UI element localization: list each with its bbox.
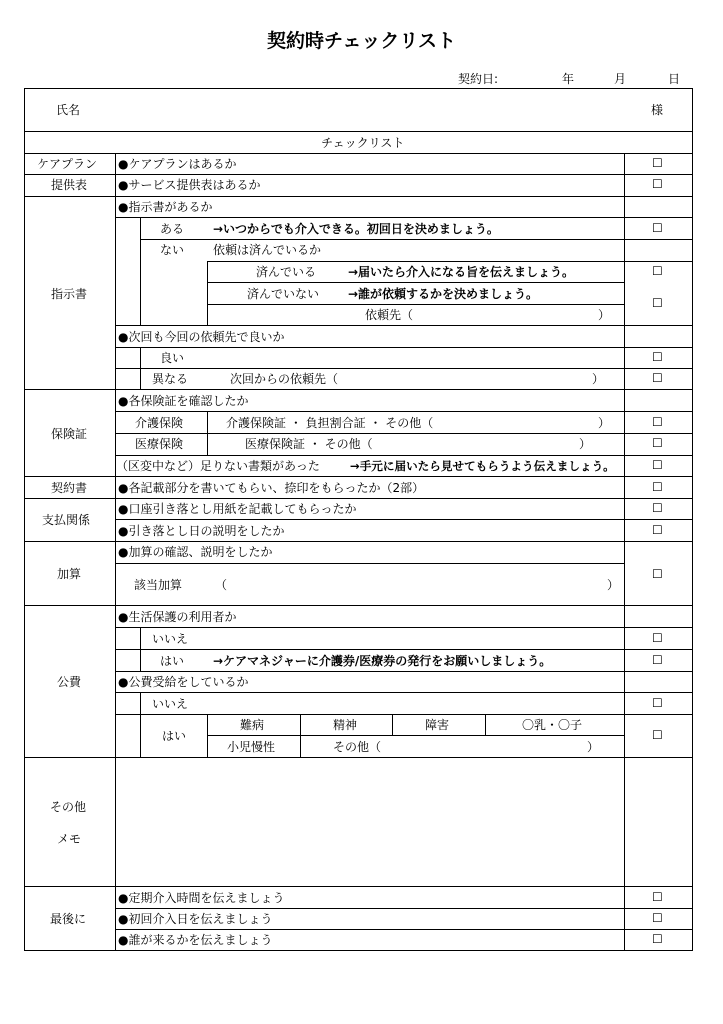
irai-question: 依頼は済んでいるか: [213, 243, 322, 257]
jikai-close: ）: [592, 372, 605, 386]
shiji-question: ●指示書があるか: [118, 200, 213, 214]
last-item-3: ●誰が来るかを伝えましょう: [118, 933, 273, 947]
teikyo-question: ●サービス提供表はあるか: [118, 178, 261, 192]
checkbox[interactable]: ☐: [652, 653, 663, 667]
last-item-2: ●初回介入日を伝えましょう: [118, 912, 273, 926]
label-keiyaku: 契約書: [51, 481, 88, 495]
checkbox[interactable]: ☐: [652, 728, 663, 742]
seiho-hai: はい: [160, 654, 185, 668]
checkbox[interactable]: ☐: [652, 264, 663, 278]
checkbox[interactable]: ☐: [652, 501, 663, 515]
iryo-label: 医療保険: [135, 437, 184, 451]
checkbox[interactable]: ☐: [652, 523, 663, 537]
iryo-close: ）: [579, 437, 592, 451]
label-other: その他: [50, 800, 87, 814]
checkbox[interactable]: ☐: [652, 932, 663, 946]
label-hokensho: 保険証: [51, 427, 88, 441]
checkbox[interactable]: ☐: [652, 911, 663, 925]
label-memo: メモ: [57, 832, 82, 846]
kouhi-seishin: 精神: [333, 718, 358, 732]
checkbox[interactable]: ☐: [652, 890, 663, 904]
kouhi-iie: いいえ: [152, 697, 189, 711]
gaitou-close: ）: [607, 578, 620, 592]
kouhi-shoni: 小児慢性: [227, 740, 276, 754]
label-teikyo: 提供表: [51, 178, 88, 192]
checkbox[interactable]: ☐: [652, 415, 663, 429]
kouhi-shogai: 障害: [425, 718, 450, 732]
kouhi-nyuko: 〇乳・〇子: [522, 718, 583, 732]
last-item-1: ●定期介入時間を伝えましょう: [118, 891, 285, 905]
checkbox[interactable]: ☐: [652, 436, 663, 450]
contract-month-label: 月: [614, 72, 627, 86]
label-careplan: ケアプラン: [37, 157, 98, 171]
iraisaki-close: ）: [598, 308, 611, 322]
page-title: 契約時チェックリスト: [266, 30, 457, 52]
checkbox[interactable]: ☐: [652, 221, 663, 235]
checkbox[interactable]: ☐: [652, 177, 663, 191]
tarinai-label: （区変中など）足りない書類があった: [116, 459, 320, 473]
checklist-header: チェックリスト: [321, 136, 405, 150]
checkbox[interactable]: ☐: [652, 156, 663, 170]
hoken-question: ●各保険証を確認したか: [118, 394, 249, 408]
kouhi-question: ●公費受給をしているか: [118, 675, 249, 689]
name-label: 氏名: [56, 103, 81, 117]
konkai-question: ●次回も今回の依頼先で良いか: [118, 330, 285, 344]
honorific-label: 様: [651, 103, 664, 117]
keiyaku-question: ●各記載部分を書いてもらい、捺印をもらったか（2部）: [118, 481, 425, 495]
seiho-iie: いいえ: [152, 632, 189, 646]
tarinai-note: →手元に届いたら見せてもらうよう伝えましょう。: [350, 459, 615, 473]
aru-note: →いつからでも介入できる。初回日を決めましょう。: [213, 222, 499, 236]
kasan-question: ●加算の確認、説明をしたか: [118, 545, 273, 559]
contract-day-label: 日: [668, 72, 681, 86]
label-kasan: 加算: [57, 567, 82, 581]
contract-date-label: 契約日:: [458, 72, 499, 86]
checkbox[interactable]: ☐: [652, 567, 663, 581]
checkbox[interactable]: ☐: [652, 371, 663, 385]
kaigo-detail: 介護保険証 ・ 負担割合証 ・ その他（: [226, 416, 434, 430]
sumi-note: →届いたら介入になる旨を伝えましょう。: [348, 265, 575, 279]
iraisaki-label: 依頼先（: [365, 308, 414, 322]
koza-question: ●口座引き落とし用紙を記載してもらったか: [118, 502, 357, 516]
option-sumi: 済んでいる: [256, 265, 317, 279]
gaitou-label: 該当加算: [134, 578, 183, 592]
label-shiharai: 支払関係: [42, 513, 91, 527]
option-kotonaru: 異なる: [152, 372, 189, 386]
checkbox[interactable]: ☐: [652, 458, 663, 472]
option-yoi: 良い: [160, 351, 185, 365]
option-aru: ある: [160, 222, 185, 236]
checkbox[interactable]: ☐: [652, 350, 663, 364]
gaitou-open: （: [215, 578, 228, 592]
option-misumi: 済んでいない: [247, 287, 320, 301]
seiho-question: ●生活保護の利用者か: [118, 610, 237, 624]
kaigo-close: ）: [598, 416, 611, 430]
iryo-detail: 医療保険証 ・ その他（: [245, 437, 373, 451]
checkbox[interactable]: ☐: [652, 480, 663, 494]
misumi-note: →誰が依頼するかを決めましょう。: [348, 287, 539, 301]
hikiotoshi-question: ●引き落とし日の説明をしたか: [118, 524, 285, 538]
kouhi-nanbyo: 難病: [240, 718, 265, 732]
label-last: 最後に: [50, 912, 87, 926]
seiho-note: →ケアマネジャーに介護券/医療券の発行をお願いしましょう。: [213, 654, 552, 668]
checkbox[interactable]: ☐: [652, 631, 663, 645]
careplan-question: ●ケアプランはあるか: [118, 157, 237, 171]
jikai-label: 次回からの依頼先（: [230, 372, 339, 386]
kouhi-hai: はい: [162, 729, 187, 743]
label-kouhi: 公費: [57, 675, 82, 689]
kaigo-label: 介護保険: [135, 416, 184, 430]
checkbox[interactable]: ☐: [652, 296, 663, 310]
option-nai: ない: [160, 243, 185, 257]
kouhi-sonota-close: ）: [587, 740, 600, 754]
contract-year-label: 年: [562, 72, 575, 86]
kouhi-sonota: その他（: [333, 740, 382, 754]
label-shijisho: 指示書: [51, 287, 88, 301]
checkbox[interactable]: ☐: [652, 696, 663, 710]
